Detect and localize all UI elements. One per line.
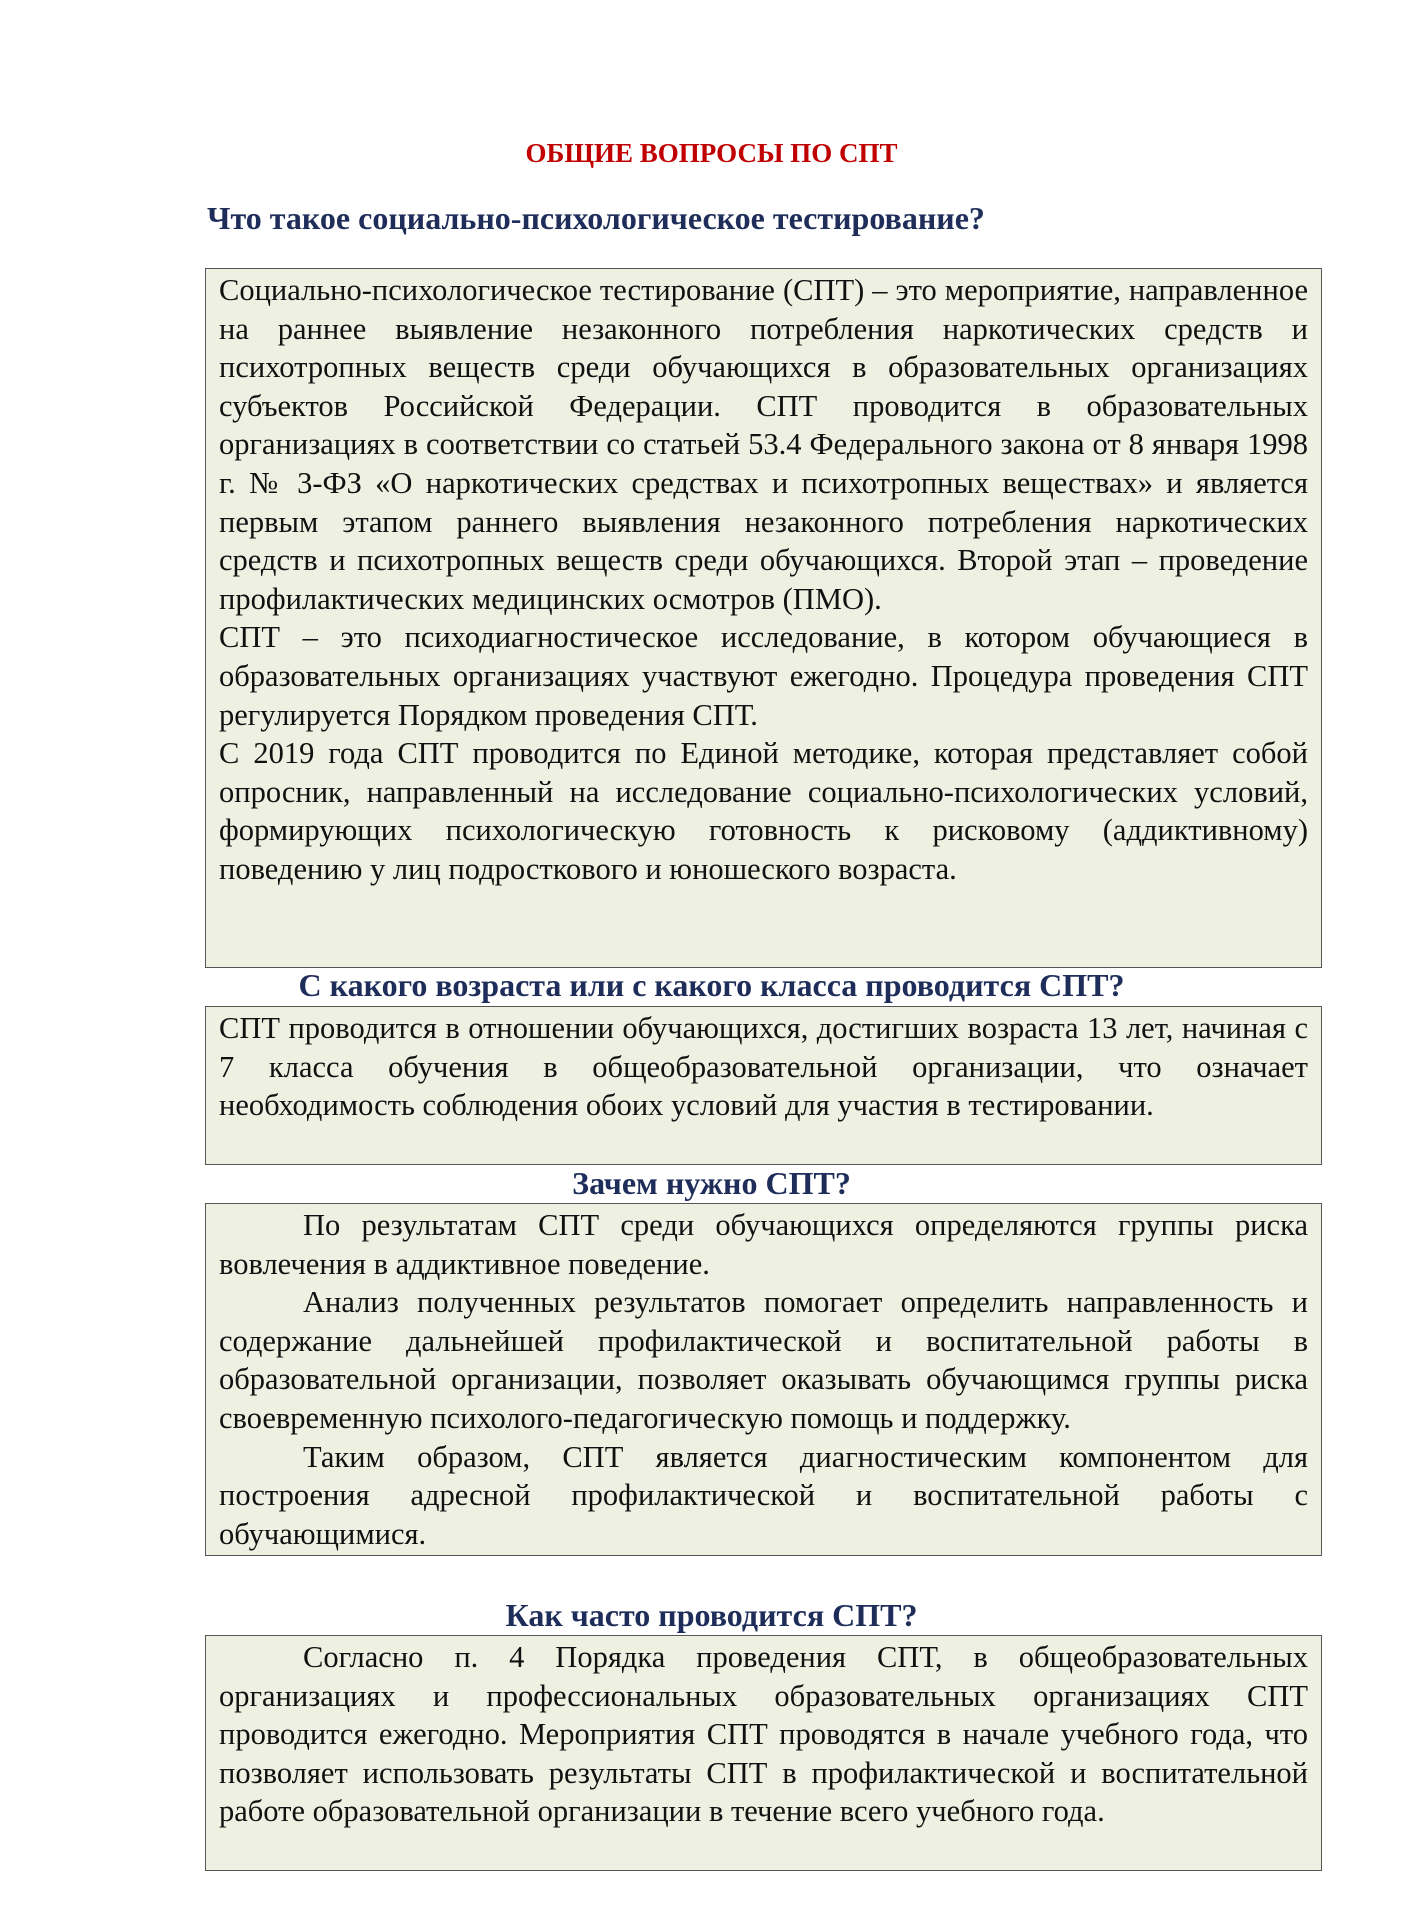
page-title: ОБЩИЕ ВОПРОСЫ ПО СПТ xyxy=(525,138,898,168)
answer-paragraph: СПТ – это психодиагностическое исследование, в котором обучающиеся в образовательных организациях участвуют ежегодно. Процедура проведения СПТ регулируется Порядком проведения СПТ. xyxy=(219,620,1308,732)
answer-paragraph: По результатам СПТ среди обучающихся определяются группы риска вовлечения в аддиктивное поведение. xyxy=(219,1208,1308,1281)
answer-paragraph: Социально-психологическое тестирование (СПТ) – это мероприятие, направленное на раннее выявление незаконного потребления наркотических средств и психотропных веществ среди обучающихся в образовательных организациях субъектов Российской Федерации. СПТ проводится в образовательных организациях в соответствии со статьей 53.4 Федерального закона от 8 января 1998 г. № 3-ФЗ «О наркотических средствах и психотропных веществах» и является первым этапом раннего выявления незаконного потребления наркотических средств и психотропных веществ среди обучающихся. Второй этап – проведение профилактических медицинских осмотров (ПМО). xyxy=(219,273,1308,616)
question-heading-how-often: Как часто проводится СПТ? xyxy=(505,1597,918,1633)
answer-paragraph: Согласно п. 4 Порядка проведения СПТ, в общеобразовательных организациях и профессиональных образовательных организациях СПТ проводится ежегодно. Мероприятия СПТ проводятся в начале учебного года, что позволяет использовать результаты СПТ в профилактической и воспитательной работе образовательной организации в течение всего учебного года. xyxy=(219,1640,1308,1829)
answer-box-how-often xyxy=(205,1635,1322,1871)
answer-box-what-is-spt xyxy=(205,268,1322,968)
answer-box-age-class xyxy=(205,1006,1322,1165)
answer-box-why-needed xyxy=(205,1203,1322,1556)
question-heading-age-class: С какого возраста или с какого класса проводится СПТ? xyxy=(298,967,1125,1003)
question-heading-why-needed: Зачем нужно СПТ? xyxy=(572,1165,851,1201)
answer-paragraph: СПТ проводится в отношении обучающихся, достигших возраста 13 лет, начиная с 7 класса обучения в общеобразовательной организации, что означает необходимость соблюдения обоих условий для участия в тестировании. xyxy=(219,1011,1308,1123)
answer-paragraph: Таким образом, СПТ является диагностическим компонентом для построения адресной профилактической и воспитательной работы с обучающимися. xyxy=(219,1439,1308,1551)
question-heading-what-is-spt: Что такое социально-психологическое тестирование? xyxy=(207,200,985,236)
answer-paragraph: С 2019 года СПТ проводится по Единой методике, которая представляет собой опросник, направленный на исследование социально-психологических условий, формирующих психологическую готовность к рисковому (аддиктивному) поведению у лиц подросткового и юношеского возраста. xyxy=(219,736,1308,886)
answer-paragraph: Анализ полученных результатов помогает определить направленность и содержание дальнейшей профилактической и воспитательной работы в образовательной организации, позволяет оказывать обучающимся группы риска своевременную психолого-педагогическую помощь и поддержку. xyxy=(219,1285,1308,1435)
